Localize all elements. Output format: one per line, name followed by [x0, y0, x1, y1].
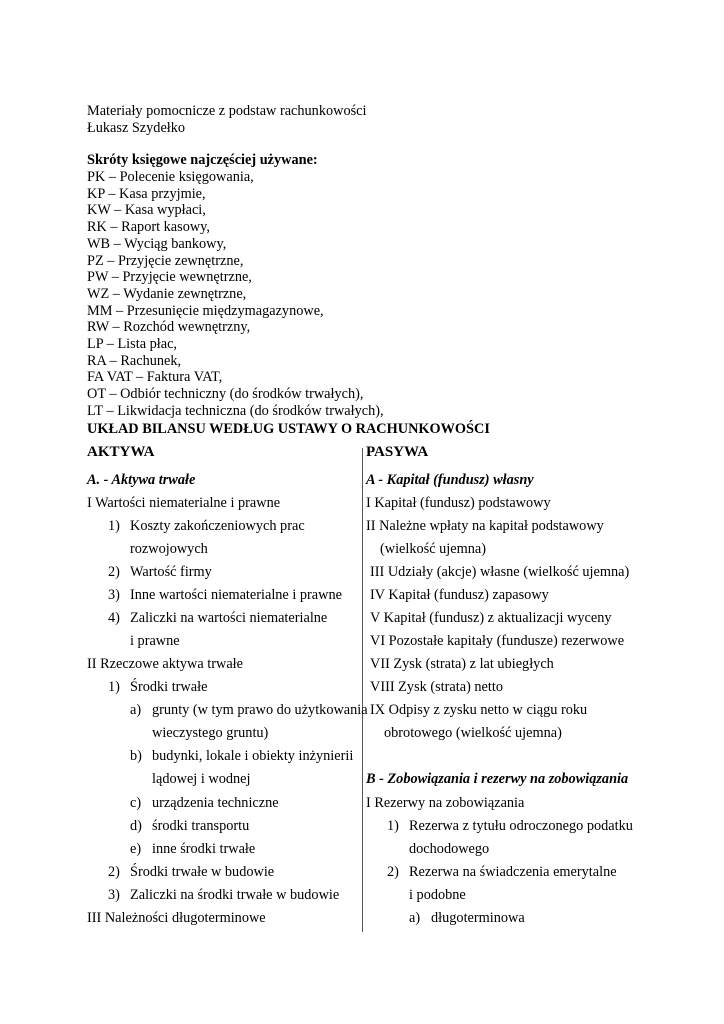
- assets-item-ii-1a-cont: wieczystego gruntu): [152, 725, 269, 741]
- liabilities-item-ii-cont: (wielkość ujemna): [380, 541, 486, 557]
- liabilities-item-b-i-1-cont: dochodowego: [409, 841, 490, 857]
- list-number: 2): [108, 864, 120, 880]
- liabilities-item-iv: IV Kapitał (fundusz) zapasowy: [370, 587, 549, 603]
- list-letter: b): [130, 748, 142, 764]
- list-letter: c): [130, 795, 142, 811]
- abbreviation-item: OT – Odbiór techniczny (do środków trwałych),: [87, 386, 364, 403]
- liabilities-item-b-i: I Rezerwy na zobowiązania: [366, 795, 525, 811]
- liabilities-item-b-i-1: Rezerwa z tytułu odroczonego podatku: [409, 818, 633, 834]
- liabilities-item-b-i-2-cont: i podobne: [409, 887, 466, 903]
- abbreviation-item: WZ – Wydanie zewnętrzne,: [87, 285, 247, 302]
- list-letter: a): [409, 910, 421, 926]
- abbreviation-item: LT – Likwidacja techniczna (do środków trwałych),: [87, 402, 384, 419]
- liabilities-section-a: A - Kapitał (fundusz) własny: [366, 472, 534, 488]
- abbreviation-item: KP – Kasa przyjmie,: [87, 185, 206, 202]
- abbreviations-heading: Skróty księgowe najczęściej używane:: [87, 152, 318, 168]
- liabilities-item-i: I Kapitał (fundusz) podstawowy: [366, 495, 551, 511]
- assets-item-ii-1a: grunty (w tym prawo do użytkowania: [152, 702, 368, 718]
- assets-item-ii: II Rzeczowe aktywa trwałe: [87, 656, 243, 672]
- assets-item-i-4: Zaliczki na wartości niematerialne: [130, 610, 328, 626]
- liabilities-item-iii: III Udziały (akcje) własne (wielkość ujemna): [370, 564, 630, 580]
- assets-item-i: I Wartości niematerialne i prawne: [87, 495, 281, 511]
- list-number: 4): [108, 610, 120, 626]
- assets-item-i-4-cont: i prawne: [130, 633, 180, 649]
- liabilities-item-b-i-2a: długoterminowa: [431, 910, 525, 926]
- balance-sheet-title: UKŁAD BILANSU WEDŁUG USTAWY O RACHUNKOWOŚCI: [87, 421, 490, 437]
- liabilities-item-ii: II Należne wpłaty na kapitał podstawowy: [366, 518, 604, 534]
- column-divider: [362, 448, 363, 932]
- abbreviation-item: RK – Raport kasowy,: [87, 219, 210, 236]
- abbreviation-item: LP – Lista płac,: [87, 336, 177, 353]
- list-number: 2): [108, 564, 120, 580]
- list-number: 2): [387, 864, 399, 880]
- abbreviation-item: PK – Polecenie księgowania,: [87, 169, 254, 185]
- assets-item-i-3: Inne wartości niematerialne i prawne: [130, 587, 342, 603]
- assets-item-i-1-cont: rozwojowych: [130, 541, 208, 557]
- abbreviation-item: WB – Wyciąg bankowy,: [87, 235, 227, 252]
- liabilities-item-vii: VII Zysk (strata) z lat ubiegłych: [370, 656, 554, 672]
- assets-item-i-1: Koszty zakończeniowych prac: [130, 518, 305, 534]
- list-number: 1): [387, 818, 399, 834]
- list-number: 1): [108, 679, 120, 695]
- assets-item-ii-1: Środki trwałe: [130, 679, 208, 695]
- assets-item-ii-1c: urządzenia techniczne: [152, 795, 279, 811]
- liabilities-section-b: B - Zobowiązania i rezerwy na zobowiązania: [366, 771, 629, 787]
- assets-section-a: A. - Aktywa trwałe: [87, 472, 196, 488]
- list-number: 3): [108, 887, 120, 903]
- list-letter: e): [130, 841, 142, 857]
- liabilities-heading: PASYWA: [366, 444, 429, 460]
- assets-item-ii-1d: środki transportu: [152, 818, 250, 834]
- liabilities-item-vi: VI Pozostałe kapitały (fundusze) rezerwowe: [370, 633, 625, 649]
- abbreviation-item: MM – Przesunięcie międzymagazynowe,: [87, 302, 324, 319]
- list-letter: a): [130, 702, 142, 718]
- doc-header-author: Łukasz Szydełko: [87, 120, 186, 136]
- abbreviation-item: RW – Rozchód wewnętrzny,: [87, 319, 251, 336]
- list-number: 3): [108, 587, 120, 603]
- list-number: 1): [108, 518, 120, 534]
- liabilities-item-viii: VIII Zysk (strata) netto: [370, 679, 503, 695]
- assets-item-ii-3: Zaliczki na środki trwałe w budowie: [130, 887, 340, 903]
- assets-item-ii-1e: inne środki trwałe: [152, 841, 256, 857]
- abbreviation-item: RA – Rachunek,: [87, 352, 182, 369]
- list-letter: d): [130, 818, 142, 834]
- assets-item-iii: III Należności długoterminowe: [87, 910, 266, 926]
- liabilities-item-ix: IX Odpisy z zysku netto w ciągu roku: [370, 702, 588, 718]
- abbreviation-item: KW – Kasa wypłaci,: [87, 202, 206, 219]
- assets-item-ii-2: Środki trwałe w budowie: [130, 864, 275, 880]
- abbreviation-item: PW – Przyjęcie wewnętrzne,: [87, 269, 252, 286]
- abbreviation-item: FA VAT – Faktura VAT,: [87, 369, 223, 386]
- abbreviations-list: [87, 169, 384, 420]
- assets-item-i-2: Wartość firmy: [130, 564, 212, 580]
- doc-header-title: Materiały pomocnicze z podstaw rachunkowości: [87, 103, 367, 119]
- assets-item-ii-1b: budynki, lokale i obiekty inżynierii: [152, 748, 354, 764]
- liabilities-item-v: V Kapitał (fundusz) z aktualizacji wyceny: [370, 610, 612, 626]
- assets-heading: AKTYWA: [87, 444, 155, 460]
- assets-item-ii-1b-cont: lądowej i wodnej: [152, 771, 251, 787]
- liabilities-item-ix-cont: obrotowego (wielkość ujemna): [384, 725, 562, 741]
- liabilities-item-b-i-2: Rezerwa na świadczenia emerytalne: [409, 864, 617, 880]
- abbreviation-item: PZ – Przyjęcie zewnętrzne,: [87, 252, 244, 269]
